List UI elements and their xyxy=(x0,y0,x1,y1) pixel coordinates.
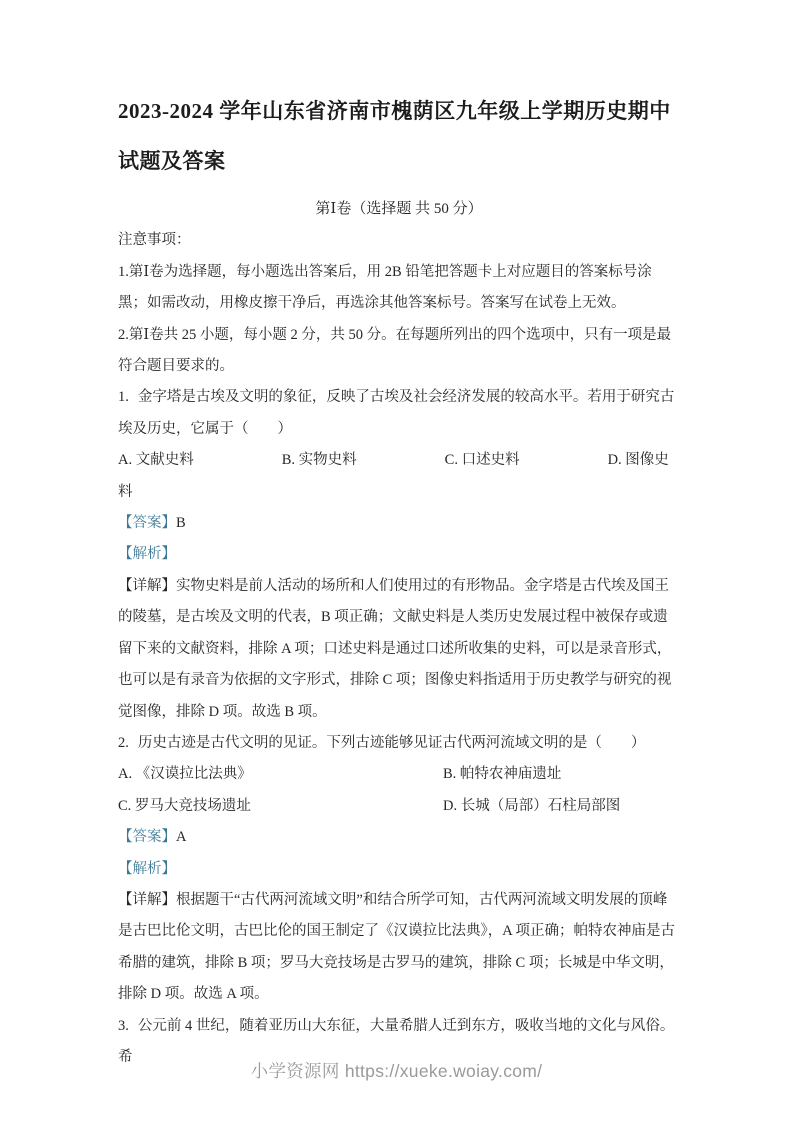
question-1-option-b: B. 实物史料 xyxy=(281,452,357,469)
footer-site-url: 小学资源网 https://xueke.woiay.com/ xyxy=(250,1061,543,1081)
question-1-answer-row xyxy=(118,508,680,539)
question-2-option-c: C. 罗马大竞技场遗址 xyxy=(118,797,251,814)
question-1-detail-text: 实物史料是前人活动的场所和人们使用过的有形物品。金字塔是古代埃及国王的陵墓，是古埃及文明的代表，B 项正确；文献史料是人类历史发展过程中被保存或遗留下来的文献资料，排除 A 项；口述史料是通过口述所收集的史料，可以是录音形式，也可以是有录音为依据的文字形式，排除 C 项；图像史料指适用于历史教学与研究的视觉图像，排除 D 项。故选 B 项。 xyxy=(118,577,672,720)
question-2-option-d: D. 长城（局部）石柱局部图 xyxy=(443,797,621,814)
question-2-option-a: A. 《汉谟拉比法典》 xyxy=(118,766,252,783)
question-1-option-d: D. 图像史料 xyxy=(118,452,669,500)
analysis-label: 【解析】 xyxy=(118,860,176,877)
question-2-answer-row xyxy=(118,822,680,853)
notice-item-2: 2.第Ⅰ卷共 25 小题，每小题 2 分，共 50 分。在每题所列出的四个选项中，只有一项是最符合题目要求的。 xyxy=(118,326,672,375)
question-1-option-c: C. 口述史料 xyxy=(444,452,520,469)
option-spacer xyxy=(194,463,282,464)
question-1-analysis-row xyxy=(118,539,680,570)
answer-label: 【答案】 xyxy=(118,829,176,846)
question-1-answer-value: B xyxy=(176,515,186,532)
question-1-option-a: A. 文献史料 xyxy=(118,452,194,469)
question-2-number: 2. xyxy=(118,734,129,751)
footer-watermark xyxy=(0,1058,793,1083)
question-2-detail-text: 根据题干“古代两河流域文明”和结合所学可知，古代两河流域文明发展的顶峰是古巴比伦文明，古巴比伦的国王制定了《汉谟拉比法典》，A 项正确；帕特农神庙是古希腊的建筑，排除 B 项；罗马大竞技场是古罗马的建筑，排除 C 项；长城是中华文明，排除 D 项。故选 A 项。 xyxy=(118,891,676,1003)
page-title: 2023-2024 学年山东省济南市槐荫区九年级上学期历史期中试题及答案 xyxy=(118,99,671,173)
analysis-label: 【解析】 xyxy=(118,546,176,563)
detail-label: 【详解】 xyxy=(118,891,176,908)
question-2-stem xyxy=(118,728,680,759)
detail-label: 【详解】 xyxy=(118,577,176,594)
section-header: 第Ⅰ卷（选择题 共 50 分） xyxy=(315,201,483,217)
question-3-number: 3. xyxy=(118,1017,129,1034)
option-spacer xyxy=(357,463,445,464)
question-1-text: 金字塔是古埃及文明的象征，反映了古埃及社会经济发展的较高水平。若用于研究古埃及历史，它属于（ ） xyxy=(118,389,675,437)
question-3-text: 公元前 4 世纪，随着亚历山大东征，大量希腊人迁到东方，吸收当地的文化与风俗。希 xyxy=(118,1017,675,1065)
question-2-answer-value: A xyxy=(176,829,187,846)
question-2-detail xyxy=(118,885,680,1011)
question-1-number: 1. xyxy=(118,389,129,406)
question-1-stem xyxy=(118,382,680,445)
question-2-options xyxy=(118,759,680,822)
notice-item-1: 1.第Ⅰ卷为选择题，每小题选出答案后，用 2B 铅笔把答题卡上对应题目的答案标号涂黑；如需改动，用橡皮擦干净后，再选涂其他答案标号。答案写在试卷上无效。 xyxy=(118,263,652,312)
notice-heading: 注意事项： xyxy=(118,232,191,249)
question-2-text: 历史古迹是古代文明的见证。下列古迹能够见证古代两河流域文明的是（ ） xyxy=(137,734,646,751)
option-spacer xyxy=(520,463,608,464)
answer-label: 【答案】 xyxy=(118,515,176,532)
question-2-option-b: B. 帕特农神庙遗址 xyxy=(443,766,562,783)
question-1-detail xyxy=(118,571,680,728)
question-2-analysis-row xyxy=(118,854,680,885)
question-1-options xyxy=(118,445,680,508)
